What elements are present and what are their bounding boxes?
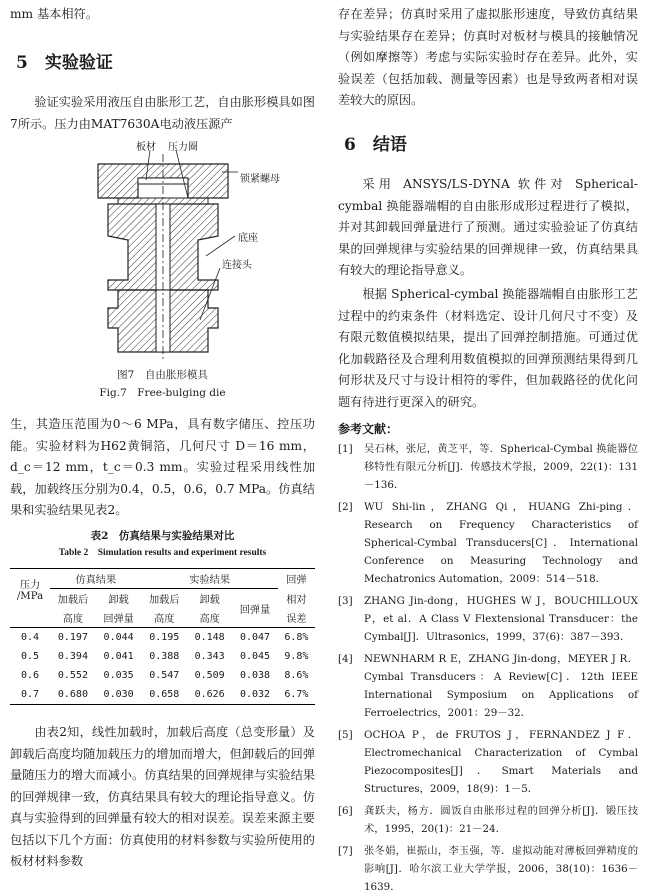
table-title-en: Table 2 Simulation results and experiment results — [58, 548, 267, 558]
header-rebound: 回弹 — [286, 575, 307, 587]
paragraph: 存在差异；仿真时采用了虚拟胀形速度，导致仿真结果与实验结果存在差异；仿真时对板材与模具的接触情况（例如摩擦等）考虑与实际实验时存在差异。此外，实验误差（包括加载、测量等因素）也是导致两者相对误差较大的原因。 — [338, 7, 638, 107]
figure-free-bulging-die — [10, 132, 315, 402]
header-load-h: 加载后 — [57, 595, 89, 606]
header-rebound-amt: 回弹量 — [103, 614, 134, 625]
paragraph: 由表2知，线性加载时，加载后高度（总变形量）及卸载后高度均随加载压力的增加而增大，但卸载后的回弹量随压力的增大而减小。仿真结果的回弹规律与实验结果的回弹规律一致，仿真结果具有较大的理论指导意义。仿真与实验得到的回弹量有较大的相对误差。误差来源主要包括以下几个方面：仿真使用的材料参数与实验所使用的板材材料参数 — [10, 725, 315, 868]
reference-item: [5] OCHOA P，de FRUTOS J，FERNANDEZ J F．Electromechanical Characterization of Cymbal Piezocomposites[J]．Smart Materials and Structures，2009，18(9)：1－5． — [338, 729, 638, 795]
label-banliao: 板材 — [136, 142, 156, 153]
table-row: 0.6 0.552 0.035 0.547 0.509 0.038 8.6% — [21, 670, 309, 681]
die-drawing — [10, 132, 315, 364]
paragraph: 根据 Spherical-cymbal 换能器端帽自由胀形工艺过程中的约束条件（材料选定、设计几何尺寸不变）及有限元数值模拟结果，提出了回弹控制措施。可通过优化加载路径及合理利用数值模拟的回弹预测结果得到几何形状及尺寸与设计相符的零件，但加载路径的优化问题有待进行更深入的研究。 — [338, 287, 638, 409]
label-lianjietou: 连接头 — [222, 260, 252, 271]
reference-item: [6] 龚跃夫，杨方．圆饭自由胀形过程的回弹分析[J]．锻压技术，1995，20(1)：21－24． — [338, 805, 638, 835]
header-load-h: 加载后 — [148, 595, 180, 606]
header-sim: 仿真结果 — [50, 569, 141, 589]
figure-caption-en: Fig.7 Free-bulging die — [99, 387, 226, 399]
header-rel: 相对 — [286, 594, 307, 606]
header-height: 高度 — [62, 614, 84, 625]
header-pressure: 压力 /MPa — [16, 579, 44, 602]
table-title-cn: 表2 仿真结果与实验结果对比 — [90, 530, 235, 542]
references-title: 参考文献： — [338, 422, 399, 436]
references-list — [338, 440, 638, 896]
header-unload: 卸载 — [108, 595, 129, 606]
table-row: 0.4 0.197 0.044 0.195 0.148 0.047 6.8% — [21, 632, 309, 643]
reference-item: [1] 吴石林，张尼，黄芝平，等．Spherical-Cymbal 换能器位移特性有限元分析[J]．传感技术学报，2009，22(1)：131－136． — [338, 443, 638, 491]
paragraph: 验证实验采用液压自由胀形工艺，自由胀形模具如图7所示。压力由MAT7630A电动液压源产 — [10, 95, 315, 131]
section-5-title: 5 实验验证 — [16, 53, 113, 73]
header-exp: 实验结果 — [141, 569, 277, 589]
header-unload: 卸载 — [199, 595, 220, 606]
paragraph: 生，其造压范围为0～6 MPa，具有数字储压、控压功能。实验材料为H62黄铜箔，几何尺寸 D＝16 mm，d_c＝12 mm，t_c＝0.3 mm。实验过程采用线性加载，加载终压分别为0.4，0.5，0.6，0.7 MPa。仿真结果和实验结果见表2。 — [10, 417, 315, 517]
table-row: 0.7 0.680 0.030 0.658 0.626 0.032 6.7% — [10, 685, 315, 705]
reference-item: [3] ZHANG Jin-dong，HUGHES W J，BOUCHILLOUX P，et al．A Class V Flextensional Transducer：the Cymbal[J]．Ultrasonics，1999，37(6)：387－393． — [338, 595, 638, 643]
paragraph: 采用 ANSYS/LS-DYNA 软件对 Spherical-cymbal 换能器端帽的自由胀形成形过程进行了模拟，并对其卸载回弹量进行了预测。通过实验验证了仿真结果的回弹规律与实验结果的回弹规律一致，仿真结果具有较大的理论指导意义。 — [338, 177, 638, 277]
section-6-title: 6 结语 — [344, 135, 407, 155]
header-height: 高度 — [199, 614, 220, 625]
header-height: 高度 — [154, 614, 175, 625]
label-yalihuan: 压力圈 — [168, 142, 198, 153]
reference-item: [2] WU Shi-lin，ZHANG Qi，HUANG Zhi-ping．Research on Frequency Characteristics of Spherical-Cymbal Transducers[C]．International Conference on Measuring Technology and Mechatronics Automation，2009：514－518． — [338, 501, 638, 585]
table-2 — [10, 528, 315, 705]
reference-item: [7] 张冬娟，崔振山，李玉强，等．虚拟动能对薄板回弹精度的影响[J]．哈尔滨工业大学学报，2006，38(10)：1636－1639． — [338, 845, 638, 893]
reference-item: [4] NEWNHARM R E，ZHANG Jin-dong，MEYER J R．Cymbal Transducers：A Review[C]．12th IEEE International Symposium on Applications of Ferroelectrics，2001：29－32． — [338, 653, 638, 719]
table-row: 0.5 0.394 0.041 0.388 0.343 0.045 9.8% — [21, 651, 309, 662]
header-err: 误差 — [286, 614, 307, 625]
label-suojin: 锁紧螺母 — [240, 174, 280, 185]
header-rebound-amt: 回弹量 — [239, 604, 271, 616]
results-table — [10, 568, 315, 705]
top-line: mm 基本相符。 — [10, 7, 98, 21]
label-dizuo: 底座 — [238, 233, 258, 244]
figure-caption-cn: 图7 自由胀形模具 — [117, 369, 208, 381]
